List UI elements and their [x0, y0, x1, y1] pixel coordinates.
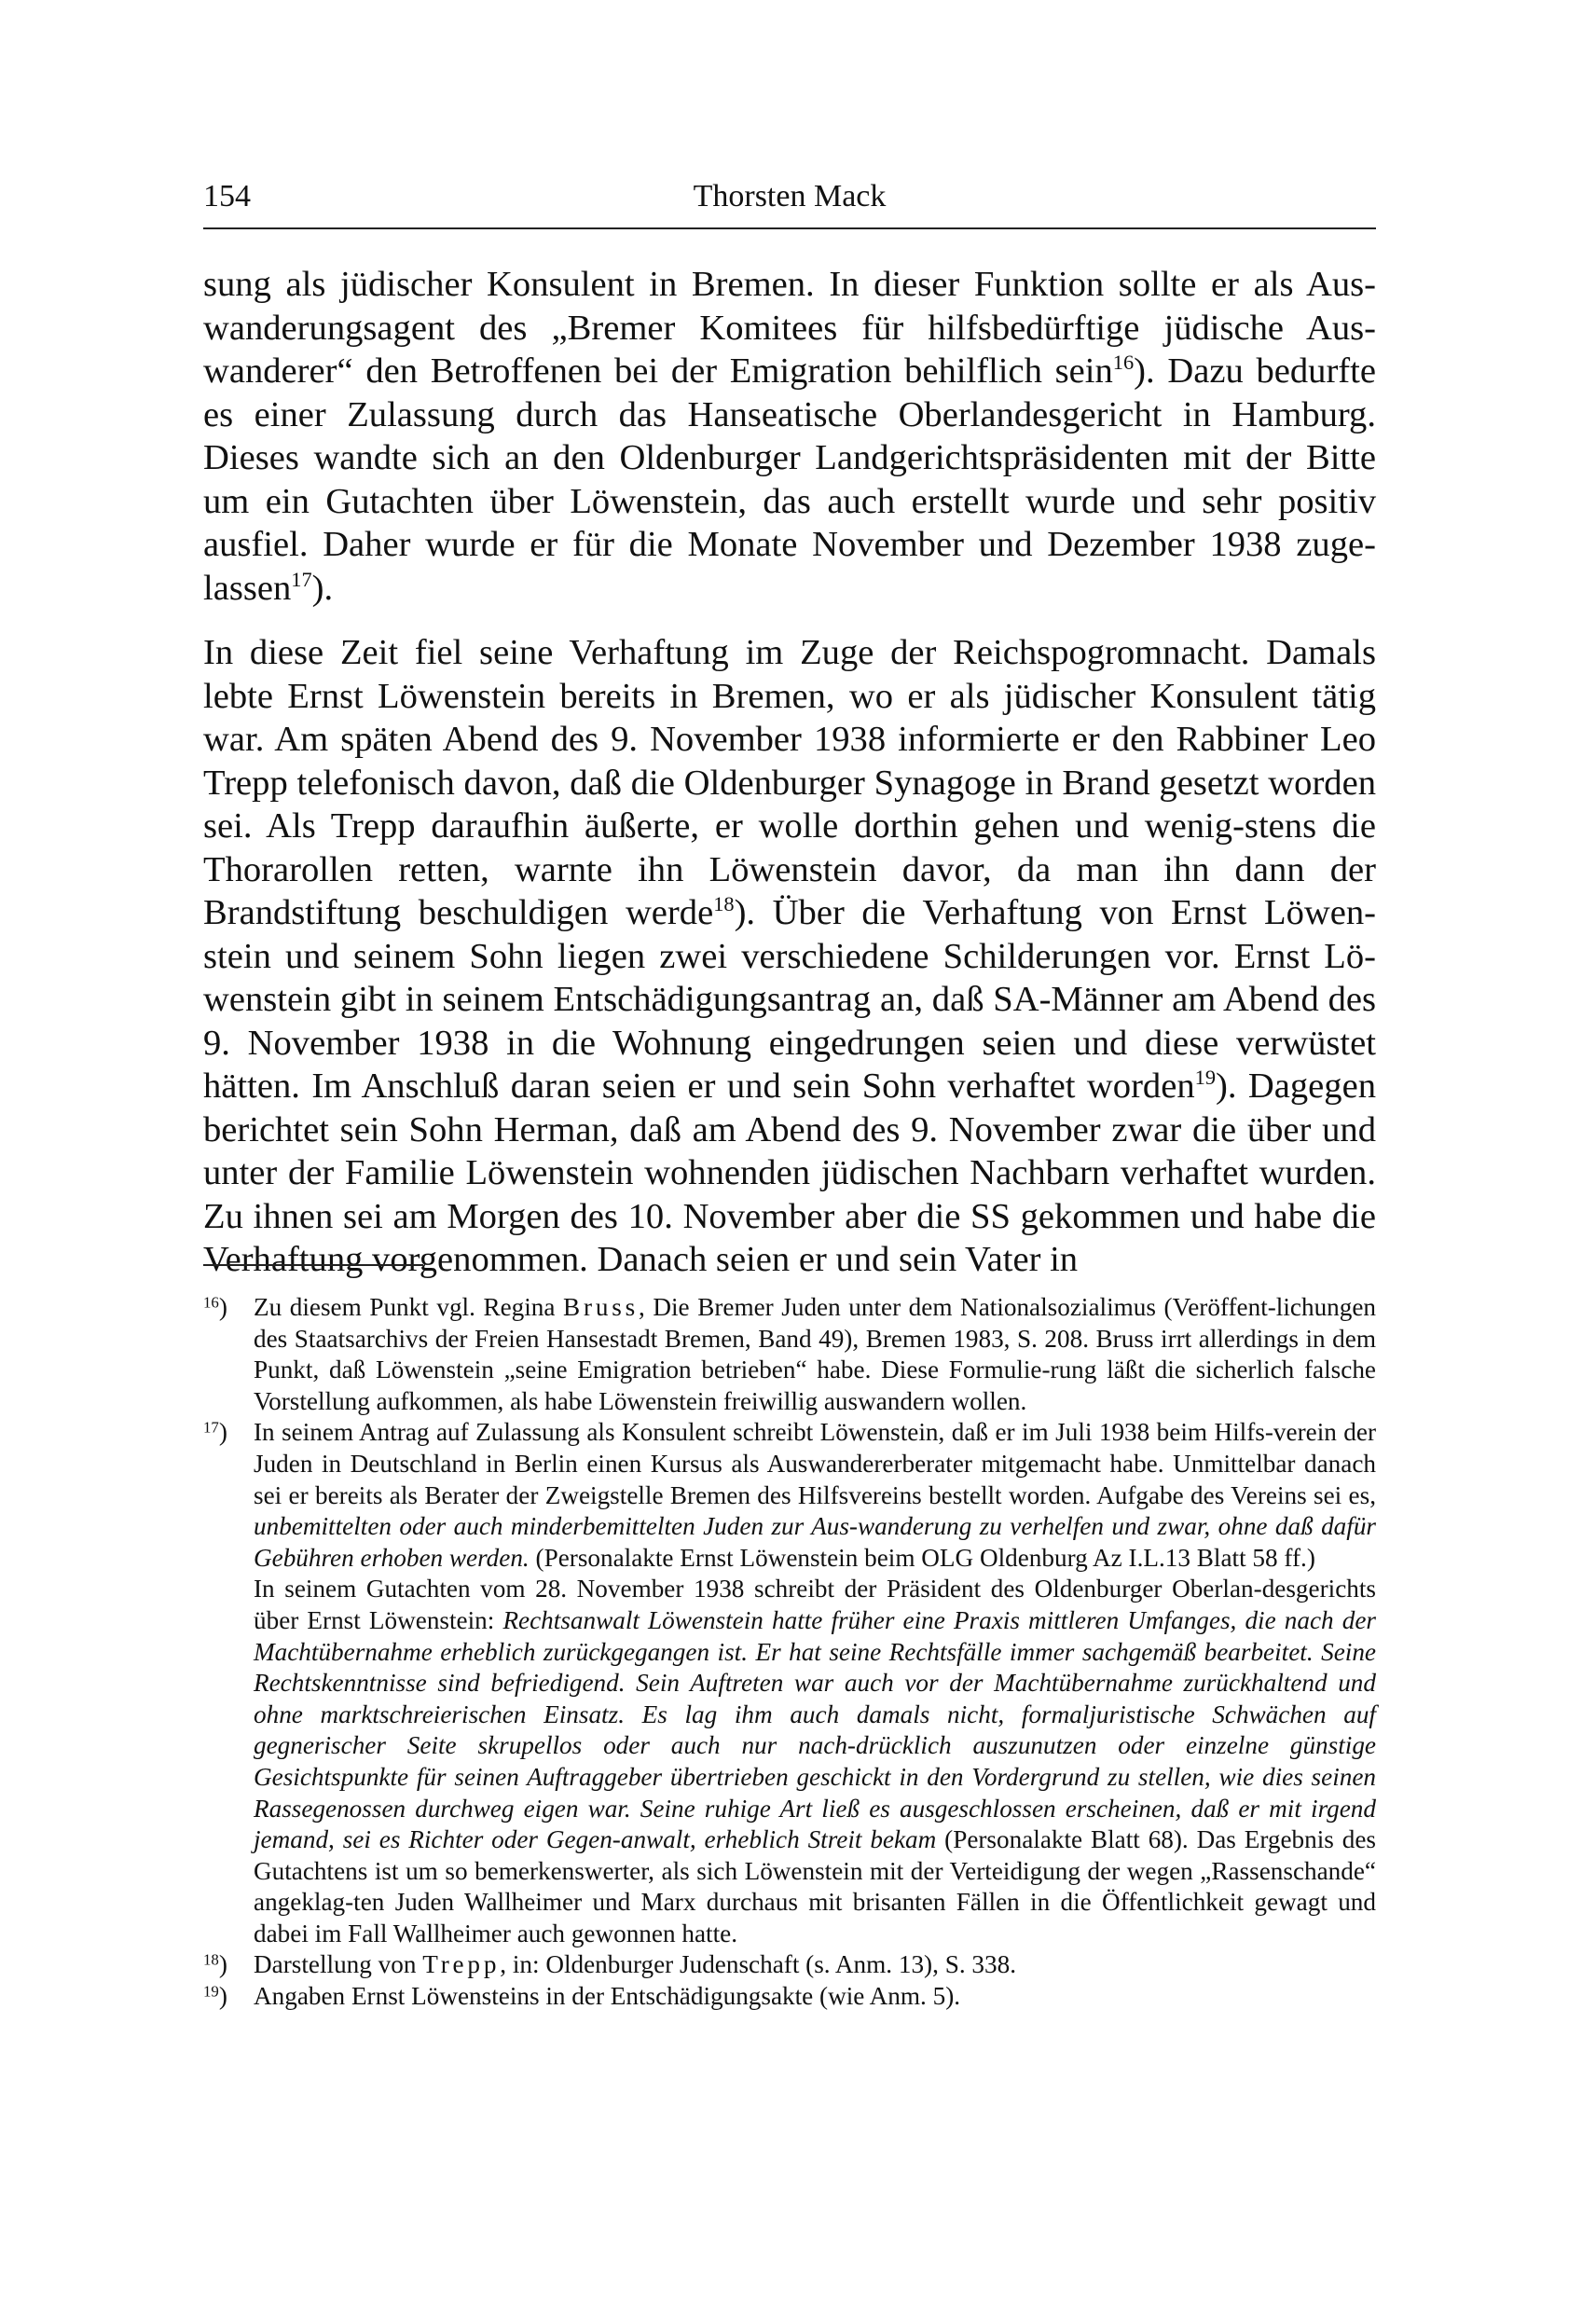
footnote-ref[interactable]: 19: [1194, 1066, 1216, 1090]
footnotes: [203, 1292, 1376, 2013]
author-name: Trepp: [422, 1950, 501, 1979]
page-number: 154: [203, 179, 251, 213]
book-page: [203, 0, 1376, 2312]
paragraph: sung als jüdischer Konsulent in Bremen. In dieser Funktion sollte er als Aus-wanderungsagent des „Bremer Komitees für hilfsbedürftige jüdische Aus-wanderer“ den Betroffenen bei der Emigration behilflich sein$^{16}$). Dazu bedurfte es einer Zulassung durch das Hanseatische Oberlandesgericht in Hamburg. Dieses wandte sich an den Oldenburger Landgerichtspräsidenten mit der Bitte um ein Gutachten über Löwenstein, das auch erstellt wurde und sehr positiv ausfiel. Daher wurde er für die Monate November und Dezember 1938 zuge-lassen$^{17}$).: [203, 265, 1376, 608]
running-head: Thorsten Mack: [693, 179, 887, 213]
footnote-label: $^{16}$): [203, 1293, 227, 1321]
footnote-ref[interactable]: 16: [1112, 351, 1135, 375]
main-text: [203, 263, 1376, 1282]
footnote-17: $^{17}$) In seinem Antrag auf Zulassung als Konsulent schreibt Löwenstein, daß er im Juli 1938 beim Hilfs-verein der Juden in Deutschland in Berlin einen Kursus als Auswandererberater mitgemacht habe. Unmittelbar danach sei er bereits als Berater der Zweigstelle Bremen des Hilfsvereins bestellt worden. Aufgabe des Vereins sei es, unbemittelten oder auch minderbemittelten Juden zur Aus-wanderung zu verhelfen und zwar, ohne daß dafür Gebühren erhoben werden. (Personalakte Ernst Löwenstein beim OLG Oldenburg Az I.L.13 Blatt 58 ff.) In seinem Gutachten vom 28. November 1938 schreibt der Präsident des Oldenburger Oberlan-desgerichts über Ernst Löwenstein: Rechtsanwalt Löwenstein hatte früher eine Praxis mittleren Umfanges, die nach der Machtübernahme erheblich zurückgegangen ist. Er hat seine Rechtsfälle immer sachgemäß bearbeitet. Seine Rechtskenntnisse sind befriedigend. Sein Auftreten war auch vor der Machtübernahme zurückhaltend und ohne marktschreierischen Einsatz. Es lag ihm auch damals nicht, formaljuristische Schwächen auf gegnerischer Seite skrupellos oder auch nur nach-drücklich auszunutzen oder einzelne günstige Gesichtspunkte für seinen Auftraggeber übertrieben geschickt in den Vordergrund zu stellen, wie dies seinen Rassegenossen durchweg eigen war. Seine ruhige Art ließ es ausgeschlossen erscheinen, daß er mit irgend jemand, sei es Richter oder Gegen-anwalt, erheblich Streit bekam (Personalakte Blatt 68). Das Ergebnis des Gutachtens ist um so bemerkenswerter, als sich Löwenstein mit der Verteidigung der wegen „Rassenschande“ angeklag-ten Juden Wallheimer und Marx durchaus mit brisanten Fällen in die Öffentlichkeit gewagt und dabei im Fall Wallheimer auch gewonnen hatte.: [203, 1418, 1376, 1947]
footnote-ref[interactable]: 17: [291, 567, 312, 591]
footnote-label: $^{18}$): [203, 1950, 227, 1979]
author-name: Bruss: [563, 1293, 640, 1321]
page-header: [203, 179, 1376, 229]
footnote-divider: [203, 1264, 423, 1266]
paragraph: In diese Zeit fiel seine Verhaftung im Zuge der Reichspogromnacht. Damals lebte Ernst Löwenstein bereits in Bremen, wo er als jüdischer Konsulent tätig war. Am späten Abend des 9. November 1938 informierte er den Rabbiner Leo Trepp telefonisch davon, daß die Oldenburger Synagoge in Brand gesetzt worden sei. Als Trepp daraufhin äußerte, er wolle dorthin gehen und wenig-stens die Thorarollen retten, warnte ihn Löwenstein davor, da man ihn dann der Brandstiftung beschuldigen werde$^{18}$). Über die Verhaftung von Ernst Löwen-stein und seinem Sohn liegen zwei verschiedene Schilderungen vor. Ernst Lö-wenstein gibt in seinem Entschädigungsantrag an, daß SA-Männer am Abend des 9. November 1938 in die Wohnung eingedrungen seien und diese verwüstet hätten. Im Anschluß daran seien er und sein Sohn verhaftet worden$^{19}$). Dagegen berichtet sein Sohn Herman, daß am Abend des 9. November zwar die über und unter der Familie Löwenstein wohnenden jüdischen Nachbarn verhaftet wurden. Zu ihnen sei am Morgen des 10. November aber die SS gekommen und habe die Verhaftung vorgenommen. Danach seien er und sein Vater in: [203, 633, 1376, 1279]
footnote-16: $^{16}$) Zu diesem Punkt vgl. Regina Bruss, Die Bremer Juden unter dem Nationalsozialimus (Veröffent-lichungen des Staatsarchivs der Freien Hansestadt Bremen, Band 49), Bremen 1983, S. 208. Bruss irrt allerdings in dem Punkt, daß Löwenstein „seine Emigration betrieben“ habe. Diese Formulie-rung läßt die sicherlich falsche Vorstellung aufkommen, als habe Löwenstein freiwillig auswandern wollen.: [203, 1293, 1377, 1415]
footnote-label: $^{19}$): [203, 1982, 227, 2011]
footnote-ref[interactable]: 18: [713, 892, 735, 916]
quotation: Rechtsanwalt Löwenstein hatte früher eine Praxis mittleren Umfanges, die nach der Machtübernahme erheblich zurückgegangen ist. Er hat seine Rechtsfälle immer sachgemäß bearbeitet. Seine Rechtskenntnisse sind befriedigend. Sein Auftreten war auch vor der Machtübernahme zurückhaltend und ohne marktschreierischen Einsatz. Es lag ihm auch damals nicht, formaljuristische Schwächen auf gegnerischer Seite skrupellos oder auch nur nach-drücklich auszunutzen oder einzelne günstige Gesichtspunkte für seinen Auftraggeber übertrieben geschickt in den Vordergrund zu stellen, wie dies seinen Rassegenossen durchweg eigen war. Seine ruhige Art ließ es ausgeschlossen erscheinen, daß er mit irgend jemand, sei es Richter oder Gegen-anwalt, erheblich Streit bekam: [254, 1605, 1376, 1854]
footnote-label: $^{17}$): [203, 1418, 227, 1447]
footnote-18: $^{18}$) Darstellung von Trepp, in: Oldenburger Judenschaft (s. Anm. 13), S. 338.: [203, 1949, 1376, 1981]
footnote-19: $^{19}$) Angaben Ernst Löwensteins in der Entschädigungsakte (wie Anm. 5).: [203, 1981, 1376, 2013]
quotation: unbemittelten oder auch minderbemittelten Juden zur Aus-wanderung zu verhelfen und zwar, ohne daß dafür Gebühren erhoben werden.: [254, 1512, 1376, 1572]
